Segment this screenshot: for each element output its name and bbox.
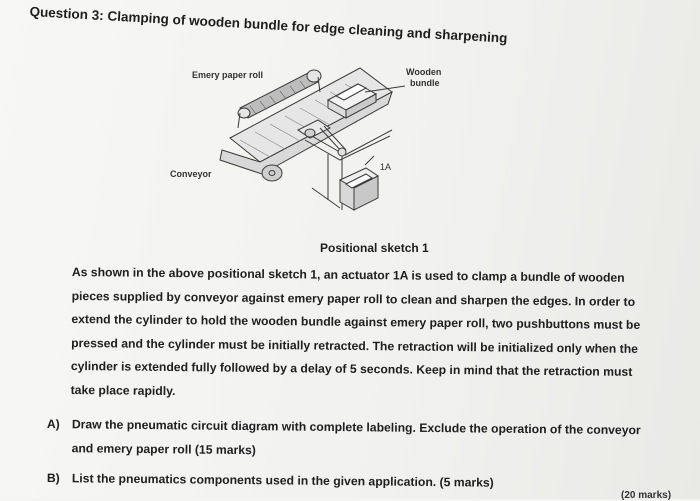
label-emery-roll: Emery paper roll [192,70,264,80]
body-line: As shown in the above positional sketch 1, an actuator 1A is used to clamp a bundle of wooden [71,264,625,285]
body-line: pieces supplied by conveyor against emery paper roll to clean and sharpen the edges. In order to [71,288,636,309]
question-title: Clamping of wooden bundle for edge cleaning and sharpening [107,8,508,46]
part-a [46,413,687,457]
part-b-line: List the pneumatics components used in the given application. (5 marks) [71,471,494,490]
part-a-line: and emery paper roll (15 marks) [71,440,256,457]
body-line: extend the cylinder to hold the wooden bundle against emery paper roll, two pushbuttons must be [71,312,641,333]
label-wooden-bundle-1: Wooden [406,67,442,77]
part-b [46,467,687,490]
positional-sketch [160,60,460,230]
actuator-1a-shape [298,120,378,210]
body-line: cylinder is extended fully followed by a delay of 5 seconds. Keep in mind that the retraction must [70,359,633,380]
part-b-marker: B) [46,470,60,486]
question-heading [29,4,508,46]
total-marks: (20 marks) [621,490,672,501]
label-actuator-1a: 1A [380,162,392,172]
label-wooden-bundle-2: bundle [410,78,440,88]
body-line: pressed and the cylinder must be initially retracted. The retraction will be initialized only when the [71,335,639,356]
figure-caption: Positional sketch 1 [320,241,429,255]
question-label: Question 3: [29,4,105,24]
body-line: take place rapidly. [70,382,176,399]
part-a-marker: A) [46,416,60,432]
conveyor-roller [262,165,282,181]
part-a-line: Draw the pneumatic circuit diagram with complete labeling. Exclude the operation of the conveyor [71,417,641,438]
question-body [71,261,682,409]
label-conveyor: Conveyor [170,169,212,179]
